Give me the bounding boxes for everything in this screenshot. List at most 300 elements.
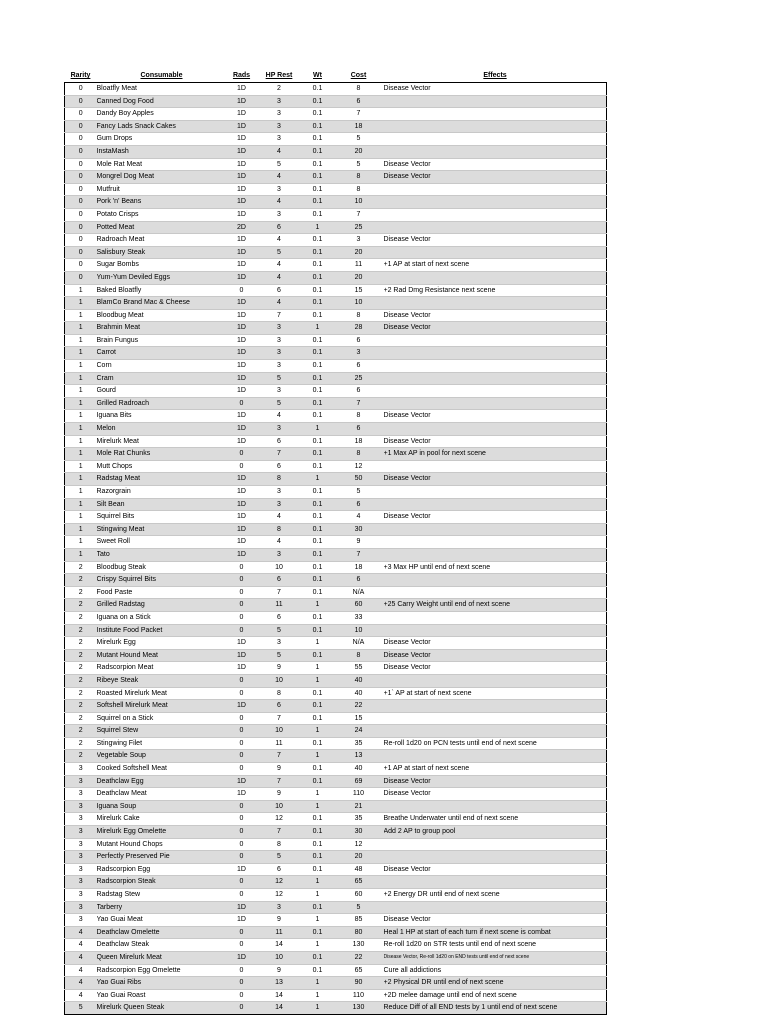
cell-consumable: Brain Fungus — [97, 334, 227, 347]
table-row — [65, 662, 607, 675]
table-row — [65, 939, 607, 952]
cell-rarity: 4 — [65, 964, 97, 977]
cell-consumable: Sugar Bombs — [97, 259, 227, 272]
cell-rarity: 3 — [65, 876, 97, 889]
cell-consumable: Sweet Roll — [97, 536, 227, 549]
table-row — [65, 271, 607, 284]
cell-rarity: 1 — [65, 460, 97, 473]
cell-rarity: 1 — [65, 360, 97, 373]
cell-hp-rest: 4 — [257, 171, 302, 184]
consumables-table — [64, 70, 607, 1015]
cell-consumable: Mutfruit — [97, 183, 227, 196]
cell-consumable: Iguana Bits — [97, 410, 227, 423]
cell-effects: Heal 1 HP at start of each turn if next scene is combat — [384, 926, 607, 939]
cell-consumable: Grilled Radroach — [97, 397, 227, 410]
cell-consumable: Yum-Yum Deviled Eggs — [97, 271, 227, 284]
cell-rads: 0 — [227, 926, 257, 939]
cell-wt: 0.1 — [302, 851, 334, 864]
table-row — [65, 813, 607, 826]
cell-wt: 0.1 — [302, 486, 334, 499]
table-row — [65, 158, 607, 171]
cell-cost: 12 — [334, 838, 384, 851]
cell-wt: 0.1 — [302, 448, 334, 461]
cell-rarity: 3 — [65, 813, 97, 826]
cell-hp-rest: 3 — [257, 385, 302, 398]
cell-rarity: 3 — [65, 763, 97, 776]
table-row — [65, 1002, 607, 1015]
table-row — [65, 385, 607, 398]
header-effects: Effects — [483, 72, 507, 79]
cell-rads: 1D — [227, 271, 257, 284]
cell-consumable: Bloodbug Steak — [97, 561, 227, 574]
table-row — [65, 234, 607, 247]
cell-effects: Disease Vector — [384, 322, 607, 335]
cell-cost: 21 — [334, 800, 384, 813]
cell-rarity: 2 — [65, 674, 97, 687]
cell-rarity: 1 — [65, 385, 97, 398]
cell-wt: 1 — [302, 800, 334, 813]
cell-wt: 1 — [302, 914, 334, 927]
cell-hp-rest: 6 — [257, 284, 302, 297]
cell-rarity: 1 — [65, 410, 97, 423]
cell-hp-rest: 4 — [257, 271, 302, 284]
cell-rarity: 2 — [65, 725, 97, 738]
cell-cost: 24 — [334, 725, 384, 738]
cell-hp-rest: 3 — [257, 423, 302, 436]
cell-effects — [384, 700, 607, 713]
cell-hp-rest: 7 — [257, 712, 302, 725]
cell-rarity: 2 — [65, 687, 97, 700]
cell-rads: 1D — [227, 523, 257, 536]
table-row — [65, 221, 607, 234]
cell-wt: 1 — [302, 637, 334, 650]
cell-hp-rest: 14 — [257, 939, 302, 952]
table-row — [65, 83, 607, 96]
cell-consumable: Fancy Lads Snack Cakes — [97, 120, 227, 133]
cell-rads: 0 — [227, 889, 257, 902]
cell-rads: 0 — [227, 750, 257, 763]
cell-hp-rest: 11 — [257, 926, 302, 939]
table-row — [65, 586, 607, 599]
table-row — [65, 334, 607, 347]
cell-effects — [384, 851, 607, 864]
cell-effects: +2 Physical DR until end of next scene — [384, 977, 607, 990]
cell-rarity: 2 — [65, 586, 97, 599]
table-row — [65, 712, 607, 725]
cell-rarity: 2 — [65, 624, 97, 637]
cell-hp-rest: 10 — [257, 561, 302, 574]
cell-rarity: 1 — [65, 347, 97, 360]
table-row — [65, 876, 607, 889]
cell-effects — [384, 297, 607, 310]
cell-cost: 110 — [334, 989, 384, 1002]
table-row — [65, 674, 607, 687]
cell-effects: Disease Vector — [384, 863, 607, 876]
cell-cost: 20 — [334, 246, 384, 259]
cell-hp-rest: 5 — [257, 624, 302, 637]
cell-hp-rest: 7 — [257, 586, 302, 599]
table-row — [65, 435, 607, 448]
table-row — [65, 486, 607, 499]
cell-consumable: Softshell Mirelurk Meat — [97, 700, 227, 713]
table-row — [65, 838, 607, 851]
cell-effects: Re-roll 1d20 on STR tests until end of next scene — [384, 939, 607, 952]
cell-effects — [384, 133, 607, 146]
cell-rads: 0 — [227, 800, 257, 813]
cell-consumable: Squirrel Bits — [97, 511, 227, 524]
cell-effects: Reduce Diff of all END tests by 1 until end of next scene — [384, 1002, 607, 1015]
cell-wt: 0.1 — [302, 234, 334, 247]
cell-wt: 0.1 — [302, 826, 334, 839]
cell-rarity: 2 — [65, 574, 97, 587]
cell-effects — [384, 838, 607, 851]
cell-rads: 1D — [227, 183, 257, 196]
cell-effects — [384, 108, 607, 121]
cell-rads: 0 — [227, 574, 257, 587]
cell-hp-rest: 6 — [257, 611, 302, 624]
cell-rads: 0 — [227, 876, 257, 889]
cell-hp-rest: 9 — [257, 662, 302, 675]
cell-rads: 1D — [227, 171, 257, 184]
cell-cost: 130 — [334, 939, 384, 952]
cell-effects — [384, 624, 607, 637]
table-row — [65, 599, 607, 612]
cell-rarity: 0 — [65, 246, 97, 259]
cell-consumable: Melon — [97, 423, 227, 436]
cell-rads: 0 — [227, 561, 257, 574]
cell-hp-rest: 12 — [257, 813, 302, 826]
cell-consumable: Cooked Softshell Meat — [97, 763, 227, 776]
table-row — [65, 196, 607, 209]
cell-effects: Disease Vector — [384, 637, 607, 650]
table-row — [65, 372, 607, 385]
cell-wt: 0.1 — [302, 574, 334, 587]
cell-consumable: Gourd — [97, 385, 227, 398]
cell-effects: Disease Vector — [384, 435, 607, 448]
cell-consumable: Bloodbug Meat — [97, 309, 227, 322]
cell-hp-rest: 8 — [257, 838, 302, 851]
table-row — [65, 322, 607, 335]
cell-rads: 1D — [227, 536, 257, 549]
cell-hp-rest: 9 — [257, 914, 302, 927]
cell-wt: 1 — [302, 1002, 334, 1015]
cell-rads: 1D — [227, 423, 257, 436]
cell-effects: Disease Vector — [384, 662, 607, 675]
cell-rads: 1D — [227, 863, 257, 876]
cell-effects: +1 AP at start of next scene — [384, 763, 607, 776]
cell-effects: +1` AP at start of next scene — [384, 687, 607, 700]
cell-wt: 0.1 — [302, 775, 334, 788]
cell-hp-rest: 14 — [257, 1002, 302, 1015]
header-row — [65, 70, 607, 83]
cell-hp-rest: 7 — [257, 750, 302, 763]
cell-rads: 0 — [227, 448, 257, 461]
cell-hp-rest: 3 — [257, 183, 302, 196]
cell-hp-rest: 5 — [257, 649, 302, 662]
table-row — [65, 611, 607, 624]
cell-cost: 25 — [334, 372, 384, 385]
cell-cost: 35 — [334, 737, 384, 750]
cell-hp-rest: 5 — [257, 372, 302, 385]
cell-rarity: 0 — [65, 83, 97, 96]
table-row — [65, 448, 607, 461]
cell-rarity: 0 — [65, 145, 97, 158]
cell-consumable: Stingwing Filet — [97, 737, 227, 750]
cell-rarity: 1 — [65, 448, 97, 461]
cell-wt: 1 — [302, 788, 334, 801]
cell-hp-rest: 11 — [257, 737, 302, 750]
cell-effects: Add 2 AP to group pool — [384, 826, 607, 839]
header-hp-rest: HP Rest — [265, 72, 293, 79]
cell-rarity: 3 — [65, 863, 97, 876]
cell-wt: 1 — [302, 977, 334, 990]
cell-hp-rest: 4 — [257, 536, 302, 549]
cell-rads: 1D — [227, 775, 257, 788]
cell-rarity: 0 — [65, 221, 97, 234]
cell-hp-rest: 5 — [257, 246, 302, 259]
table-row — [65, 914, 607, 927]
cell-cost: 8 — [334, 448, 384, 461]
cell-effects: Disease Vector — [384, 511, 607, 524]
cell-cost: 90 — [334, 977, 384, 990]
cell-rarity: 2 — [65, 700, 97, 713]
cell-consumable: Brahmin Meat — [97, 322, 227, 335]
cell-cost: 20 — [334, 851, 384, 864]
cell-hp-rest: 3 — [257, 901, 302, 914]
cell-effects — [384, 611, 607, 624]
cell-wt: 0.1 — [302, 964, 334, 977]
cell-effects — [384, 334, 607, 347]
cell-consumable: Mutt Chops — [97, 460, 227, 473]
cell-wt: 0.1 — [302, 649, 334, 662]
cell-rads: 1D — [227, 208, 257, 221]
cell-wt: 0.1 — [302, 372, 334, 385]
cell-wt: 0.1 — [302, 208, 334, 221]
cell-cost: 60 — [334, 889, 384, 902]
cell-consumable: Mole Rat Meat — [97, 158, 227, 171]
cell-rads: 0 — [227, 838, 257, 851]
cell-rads: 1D — [227, 83, 257, 96]
cell-consumable: Dandy Boy Apples — [97, 108, 227, 121]
cell-cost: 5 — [334, 901, 384, 914]
cell-effects: Disease Vector — [384, 309, 607, 322]
cell-cost: 130 — [334, 1002, 384, 1015]
cell-cost: 50 — [334, 473, 384, 486]
cell-consumable: Radroach Meat — [97, 234, 227, 247]
cell-rads: 0 — [227, 586, 257, 599]
cell-rads: 1D — [227, 259, 257, 272]
cell-consumable: Iguana Soup — [97, 800, 227, 813]
cell-consumable: BlamCo Brand Mac & Cheese — [97, 297, 227, 310]
cell-rads: 1D — [227, 901, 257, 914]
cell-rarity: 1 — [65, 473, 97, 486]
cell-effects — [384, 712, 607, 725]
header-rads: Rads — [232, 72, 251, 79]
cell-hp-rest: 3 — [257, 498, 302, 511]
cell-cost: 22 — [334, 700, 384, 713]
cell-rarity: 3 — [65, 838, 97, 851]
cell-consumable: Institute Food Packet — [97, 624, 227, 637]
cell-cost: 25 — [334, 221, 384, 234]
cell-wt: 0.1 — [302, 385, 334, 398]
cell-cost: 40 — [334, 763, 384, 776]
cell-cost: 80 — [334, 926, 384, 939]
table-row — [65, 523, 607, 536]
cell-hp-rest: 9 — [257, 964, 302, 977]
cell-effects — [384, 800, 607, 813]
cell-rarity: 2 — [65, 662, 97, 675]
cell-cost: 48 — [334, 863, 384, 876]
cell-rarity: 1 — [65, 498, 97, 511]
cell-rads: 1D — [227, 914, 257, 927]
cell-effects: +2 Energy DR until end of next scene — [384, 889, 607, 902]
cell-cost: 10 — [334, 297, 384, 310]
cell-consumable: Squirrel Stew — [97, 725, 227, 738]
cell-cost: 9 — [334, 536, 384, 549]
cell-rarity: 0 — [65, 271, 97, 284]
cell-rads: 1D — [227, 133, 257, 146]
table-row — [65, 851, 607, 864]
cell-effects: Disease Vector — [384, 649, 607, 662]
cell-rads: 0 — [227, 725, 257, 738]
cell-effects — [384, 183, 607, 196]
table-row — [65, 397, 607, 410]
cell-consumable: Food Paste — [97, 586, 227, 599]
cell-effects — [384, 246, 607, 259]
cell-rarity: 4 — [65, 939, 97, 952]
cell-wt: 0.1 — [302, 397, 334, 410]
cell-hp-rest: 4 — [257, 196, 302, 209]
cell-wt: 1 — [302, 876, 334, 889]
cell-cost: 110 — [334, 788, 384, 801]
cell-effects — [384, 95, 607, 108]
cell-rarity: 2 — [65, 750, 97, 763]
cell-rads: 0 — [227, 674, 257, 687]
cell-hp-rest: 4 — [257, 234, 302, 247]
cell-consumable: Ribeye Steak — [97, 674, 227, 687]
cell-consumable: Yao Guai Meat — [97, 914, 227, 927]
cell-hp-rest: 3 — [257, 322, 302, 335]
cell-hp-rest: 11 — [257, 599, 302, 612]
cell-effects — [384, 486, 607, 499]
cell-rads: 0 — [227, 989, 257, 1002]
table-row — [65, 901, 607, 914]
cell-effects — [384, 674, 607, 687]
cell-consumable: Mirelurk Cake — [97, 813, 227, 826]
cell-cost: 5 — [334, 158, 384, 171]
cell-rads: 1D — [227, 498, 257, 511]
cell-hp-rest: 6 — [257, 221, 302, 234]
cell-effects: Cure all addictions — [384, 964, 607, 977]
cell-rarity: 4 — [65, 977, 97, 990]
cell-cost: 8 — [334, 183, 384, 196]
cell-effects — [384, 901, 607, 914]
cell-cost: 12 — [334, 460, 384, 473]
cell-rarity: 2 — [65, 611, 97, 624]
cell-rarity: 1 — [65, 397, 97, 410]
cell-wt: 0.1 — [302, 145, 334, 158]
cell-wt: 1 — [302, 662, 334, 675]
cell-rads: 1D — [227, 322, 257, 335]
cell-cost: 10 — [334, 196, 384, 209]
cell-cost: 6 — [334, 423, 384, 436]
cell-effects — [384, 536, 607, 549]
cell-wt: 0.1 — [302, 347, 334, 360]
cell-wt: 0.1 — [302, 183, 334, 196]
cell-consumable: Mole Rat Chunks — [97, 448, 227, 461]
table-row — [65, 649, 607, 662]
cell-hp-rest: 7 — [257, 775, 302, 788]
cell-consumable: Yao Guai Ribs — [97, 977, 227, 990]
cell-cost: 13 — [334, 750, 384, 763]
cell-effects — [384, 586, 607, 599]
cell-consumable: Mirelurk Meat — [97, 435, 227, 448]
cell-cost: 20 — [334, 271, 384, 284]
cell-wt: 0.1 — [302, 548, 334, 561]
cell-cost: 6 — [334, 385, 384, 398]
cell-cost: 3 — [334, 347, 384, 360]
cell-cost: 7 — [334, 108, 384, 121]
cell-effects — [384, 876, 607, 889]
cell-consumable: Mongrel Dog Meat — [97, 171, 227, 184]
cell-rarity: 4 — [65, 951, 97, 964]
cell-hp-rest: 10 — [257, 725, 302, 738]
header-rarity: Rarity — [70, 72, 91, 79]
cell-wt: 0.1 — [302, 435, 334, 448]
cell-wt: 0.1 — [302, 951, 334, 964]
cell-rads: 1D — [227, 788, 257, 801]
cell-rads: 0 — [227, 1002, 257, 1015]
cell-rads: 1D — [227, 473, 257, 486]
cell-rarity: 1 — [65, 486, 97, 499]
table-row — [65, 863, 607, 876]
cell-rarity: 0 — [65, 183, 97, 196]
cell-wt: 1 — [302, 989, 334, 1002]
table-row — [65, 95, 607, 108]
cell-cost: 6 — [334, 360, 384, 373]
cell-rads: 1D — [227, 662, 257, 675]
cell-rarity: 0 — [65, 208, 97, 221]
cell-wt: 0.1 — [302, 259, 334, 272]
cell-consumable: Corn — [97, 360, 227, 373]
cell-rads: 1D — [227, 385, 257, 398]
cell-rarity: 1 — [65, 297, 97, 310]
table-row — [65, 788, 607, 801]
table-row — [65, 687, 607, 700]
cell-wt: 1 — [302, 322, 334, 335]
cell-wt: 0.1 — [302, 108, 334, 121]
cell-cost: 6 — [334, 95, 384, 108]
cell-rarity: 1 — [65, 548, 97, 561]
cell-wt: 0.1 — [302, 737, 334, 750]
cell-cost: 22 — [334, 951, 384, 964]
cell-wt: 0.1 — [302, 498, 334, 511]
cell-rads: 0 — [227, 687, 257, 700]
cell-rads: 1D — [227, 700, 257, 713]
cell-wt: 0.1 — [302, 360, 334, 373]
table-row — [65, 410, 607, 423]
cell-wt: 1 — [302, 599, 334, 612]
cell-cost: 69 — [334, 775, 384, 788]
cell-hp-rest: 3 — [257, 548, 302, 561]
cell-rads: 1D — [227, 108, 257, 121]
cell-effects: Disease Vector — [384, 775, 607, 788]
cell-hp-rest: 4 — [257, 297, 302, 310]
cell-wt: 1 — [302, 889, 334, 902]
table-row — [65, 548, 607, 561]
cell-consumable: Grilled Radstag — [97, 599, 227, 612]
table-body — [65, 83, 607, 1015]
